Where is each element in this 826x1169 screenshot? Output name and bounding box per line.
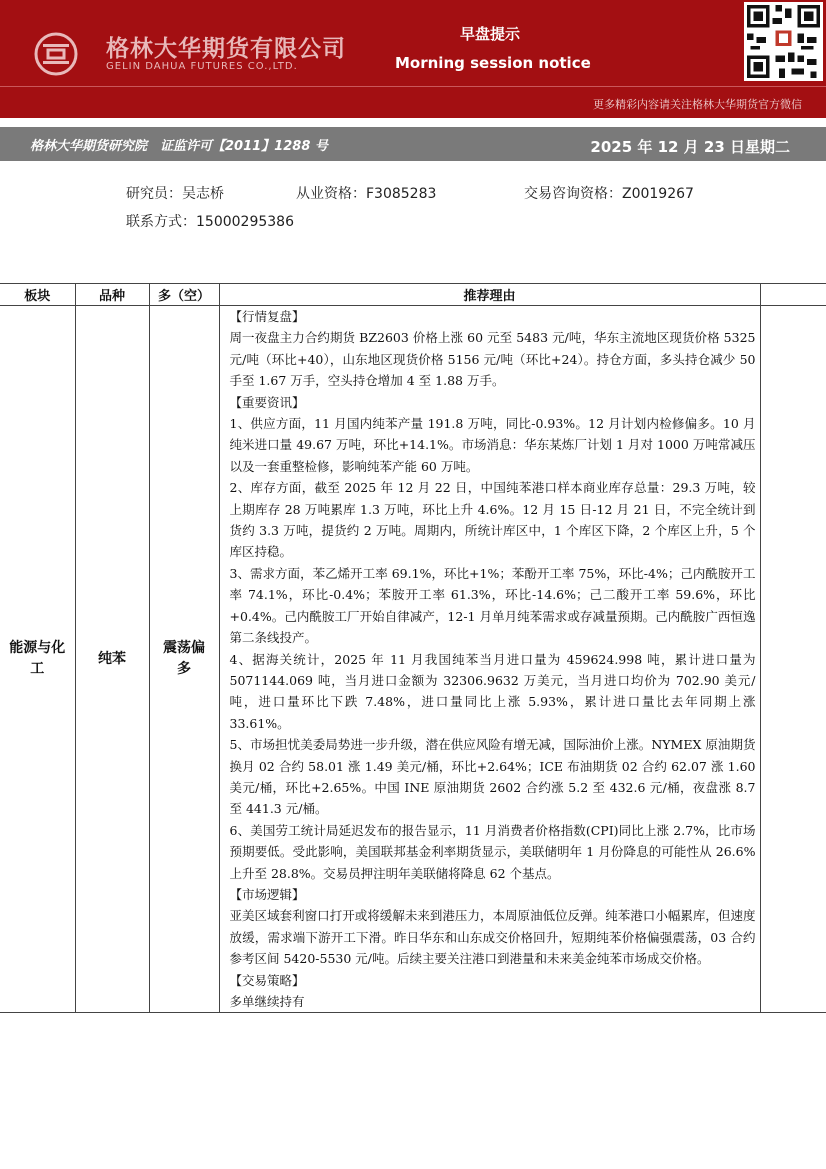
news-item-oil: 5、市场担忧美委局势进一步升级，潜在供应风险有增无减，国际油价上涨。NYMEX 原油期货换月 02 合约 58.01 涨 1.49 美元/桶，环比+2.64%；ICE 布油期货 02 合约 62.07 涨 1.60 美元/桶，环比+2.65%。中国 INE 原油期货 2602 合约涨 5.2 至 432.6 元/桶，夜盘涨 8.7 至 441.3 元/桶。 — [229, 737, 756, 817]
header-divider — [0, 86, 826, 87]
news-item-customs: 4、据海关统计，2025 年 11 月我国纯苯当月进口量为 459624.998 吨，累计进口量为 5071144.069 吨，当月进口金额为 32306.9632 万美元，当月进口均价为 702.90 美元/吨，进口量环比下跌 7.48%，进口量同比上涨 5.93%，累计进口量比去年同期上涨 33.61%。 — [229, 651, 756, 731]
qualification: 从业资格：F3085283 — [296, 186, 437, 202]
wechat-qr-code-icon — [744, 2, 823, 81]
table-header-row — [0, 284, 826, 306]
report-title-cn: 早盘提示 — [460, 25, 521, 43]
company-name-en: GELIN DAHUA FUTURES CO.,LTD. — [106, 61, 298, 72]
researcher: 研究员：吴志桥 — [126, 186, 224, 202]
company-name-cn: 格林大华期货有限公司 — [106, 36, 346, 62]
company-logo-icon — [34, 32, 78, 76]
logic-paragraph: 亚美区域套利窗口打开或将缓解未来到港压力，本周原油低位反弹。纯苯港口小幅累库，但速度放缓，需求端下游开工下滑。昨日华东和山东成交价格回升，短期纯苯价格偏强震荡，03 合约参考区间 5420-5530 元/吨。后续主要关注港口到港量和未来美金纯苯市场成交价格。 — [229, 908, 756, 967]
sector-cell: 能源与化工 — [0, 306, 75, 1013]
header-product: 品种 — [75, 284, 149, 306]
direction-cell: 震荡偏多 — [149, 306, 219, 1013]
header-reason: 推荐理由 — [219, 284, 760, 306]
section-heading-news: 【重要资讯】 — [229, 394, 305, 410]
table-row — [0, 306, 826, 1013]
blank-cell — [760, 306, 826, 1013]
wechat-note: 更多精彩内容请关注格林大华期货官方微信 — [593, 98, 802, 111]
section-heading-review: 【行情复盘】 — [229, 309, 305, 324]
news-item-cpi: 6、美国劳工统计局延迟发布的报告显示，11 月消费者价格指数(CPI)同比上涨 2.7%，比市场预期要低。受此影响，美国联邦基金利率期货显示，美联储明年 1 月份降息的可能性从 26.6%上升至 28.8%。交易员押注明年美联储将降息 62 个基点。 — [229, 822, 756, 881]
header-blank — [760, 284, 826, 306]
review-paragraph: 周一夜盘主力合约期货 BZ2603 价格上涨 60 元至 5483 元/吨，华东主流地区现货价格 5325 元/吨（环比+40），山东地区现货价格 5156 元/吨（环比+24）。持仓方面，多头持仓减少 50 手至 1.67 万手，空头持仓增加 4 至 1.88 万手。 — [229, 330, 756, 389]
contact: 联系方式：15000295386 — [126, 214, 294, 230]
section-heading-strategy: 【交易策略】 — [229, 972, 305, 988]
product-cell: 纯苯 — [75, 306, 149, 1013]
news-item-supply: 1、供应方面，11 月国内纯苯产量 191.8 万吨，同比-0.93%。12 月计划内检修偏多。10 月纯米进口量 49.67 万吨，环比+14.1%。市场消息：华东某炼厂计划 1 月对 1000 万吨常减压以及一套重整检修，影响纯苯产能 60 万吨。 — [229, 416, 756, 474]
recommendation-table — [0, 283, 826, 1013]
report-title-en: Morning session notice — [395, 54, 591, 72]
consulting-qualification: 交易咨询资格：Z0019267 — [524, 186, 694, 202]
report-date: 2025 年 12 月 23 日星期二 — [590, 138, 790, 156]
section-heading-logic: 【市场逻辑】 — [229, 886, 305, 902]
strategy-paragraph: 多单继续持有 — [229, 994, 305, 1009]
header-sector: 板块 — [0, 284, 75, 306]
news-item-inventory: 2、库存方面，截至 2025 年 12 月 22 日，中国纯苯港口样本商业库存总量：29.3 万吨，较上期库存 28 万吨累库 1.3 万吨，环比上升 4.6%。12 月 15 日-12 月 21 日，不完全统计到货约 3.3 万吨，提货约 2 万吨。周期内，所统计库区中，1 个库区下降，2 个库区上升，5 个库区持稳。 — [229, 480, 756, 560]
reason-cell — [219, 306, 760, 1013]
news-item-demand: 3、需求方面，苯乙烯开工率 69.1%，环比+1%；苯酚开工率 75%，环比-4%；己内酰胺开工率 74.1%，环比-0.4%；苯胺开工率 61.3%，环比-14.6%；己二酸开工率 59.6%，环比+0.4%。己内酰胺工厂开始自律减产，12-1 月单月纯苯需求或存减量预期。己内酰胺广西恒逸第二条线投产。 — [229, 565, 756, 646]
header-direction: 多（空） — [149, 284, 219, 306]
institute-license: 格林大华期货研究院 证监许可【2011】1288 号 — [30, 139, 328, 154]
